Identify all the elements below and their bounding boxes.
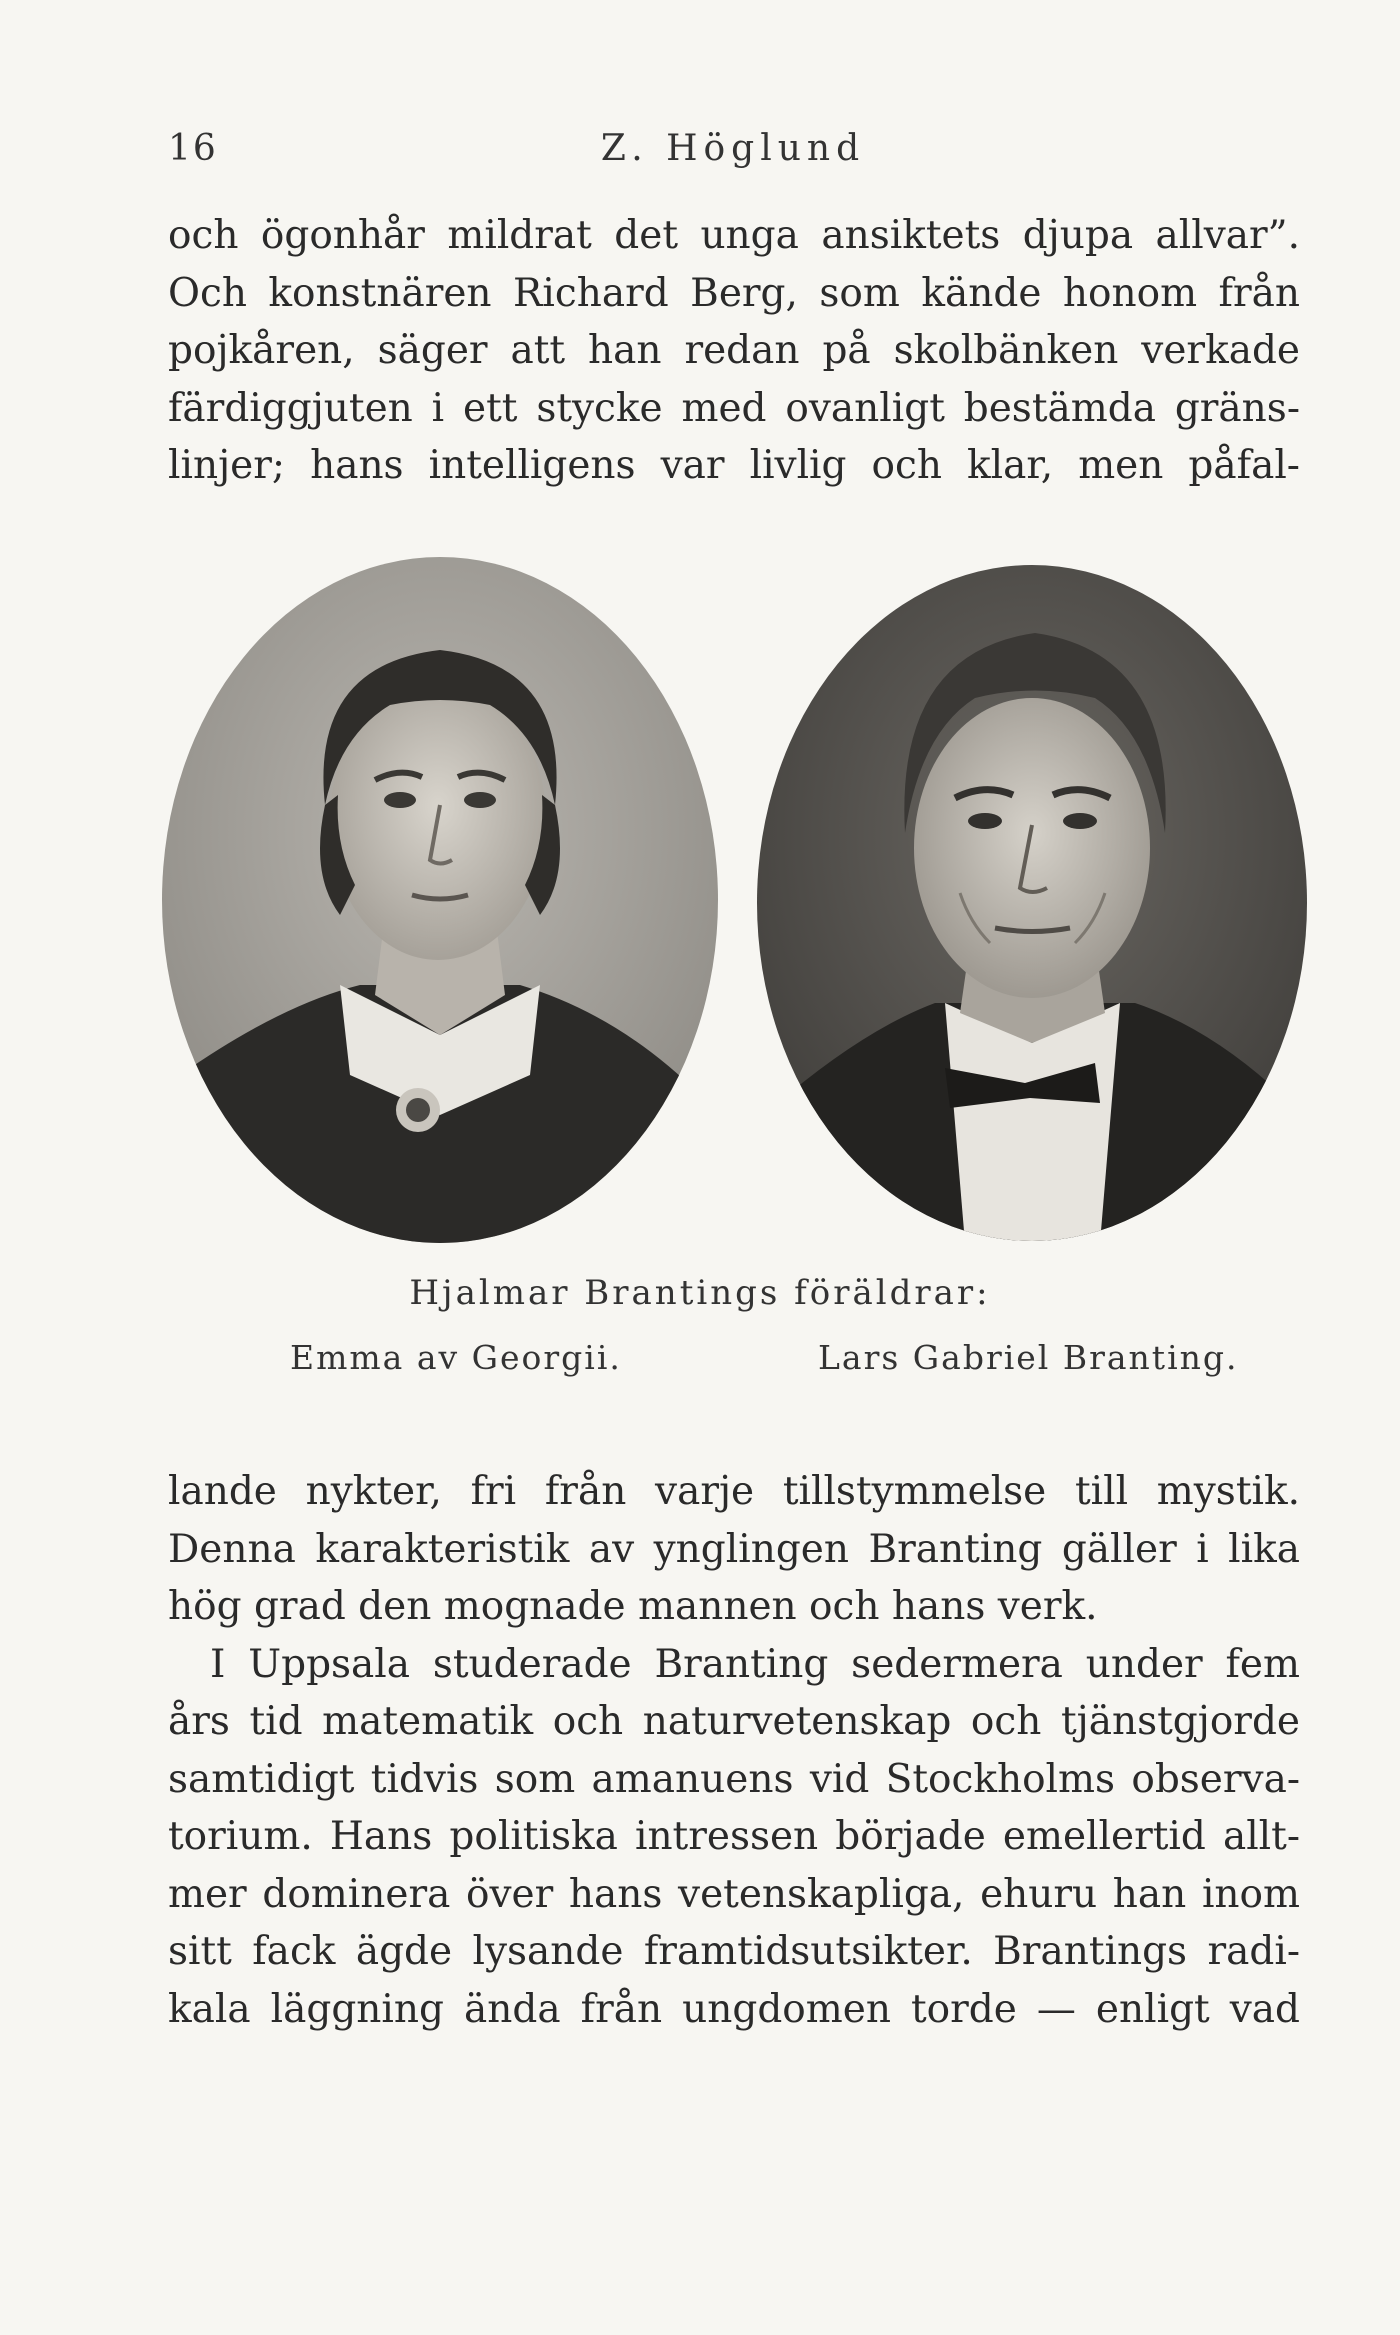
text-line: samtidigt tidvis som amanuens vid Stockholms observa- — [168, 1756, 1300, 1802]
text-line: kala läggning ända från ungdomen torde — enligt vad — [168, 1986, 1300, 2032]
text-line: torium. Hans politiska intressen började emellertid allt- — [168, 1814, 1300, 1859]
text-line: I Uppsala studerade Branting sedermera under fem — [210, 1641, 1300, 1687]
text-line: sitt fack ägde lysande framtidsutsikter. Brantings radi- — [168, 1929, 1300, 1974]
portrait-figure — [160, 555, 1310, 1250]
text-line: färdiggjuten i ett stycke med ovanligt bestämda gräns- — [168, 385, 1300, 431]
portrait-lars-gabriel-branting — [755, 563, 1310, 1243]
text-line: pojkåren, säger att han redan på skolbänken verkade — [168, 328, 1300, 373]
text-line: och ögonhår mildrat det unga ansiktets djupa allvar”. — [168, 213, 1300, 258]
figure-caption-right: Lars Gabriel Branting. — [818, 1338, 1239, 1377]
text-line: Och konstnären Richard Berg, som kände honom från — [168, 270, 1300, 316]
portrait-emma-av-georgii — [160, 555, 720, 1245]
figure-caption-title: Hjalmar Brantings föräldrar: — [409, 1273, 991, 1313]
text-line: Denna karakteristik av ynglingen Branting gäller i lika — [168, 1526, 1300, 1572]
page-header — [168, 128, 1298, 178]
running-title: Z. Höglund — [600, 128, 866, 169]
text-line: hög grad den mognade mannen och hans verk. — [168, 1584, 1098, 1629]
figure-caption-left: Emma av Georgii. — [290, 1338, 622, 1377]
text-line: mer dominera över hans vetenskapliga, ehuru han inom — [168, 1871, 1300, 1917]
text-line: linjer; hans intelligens var livlig och klar, men påfal- — [168, 443, 1300, 488]
page-number: 16 — [168, 128, 218, 169]
text-line: års tid matematik och naturvetenskap och tjänstgjorde — [168, 1699, 1300, 1744]
paragraph-top — [168, 207, 1300, 495]
text-line: lande nykter, fri från varje tillstymmelse till mystik. — [168, 1469, 1300, 1514]
paragraph-bottom — [168, 1463, 1300, 2038]
